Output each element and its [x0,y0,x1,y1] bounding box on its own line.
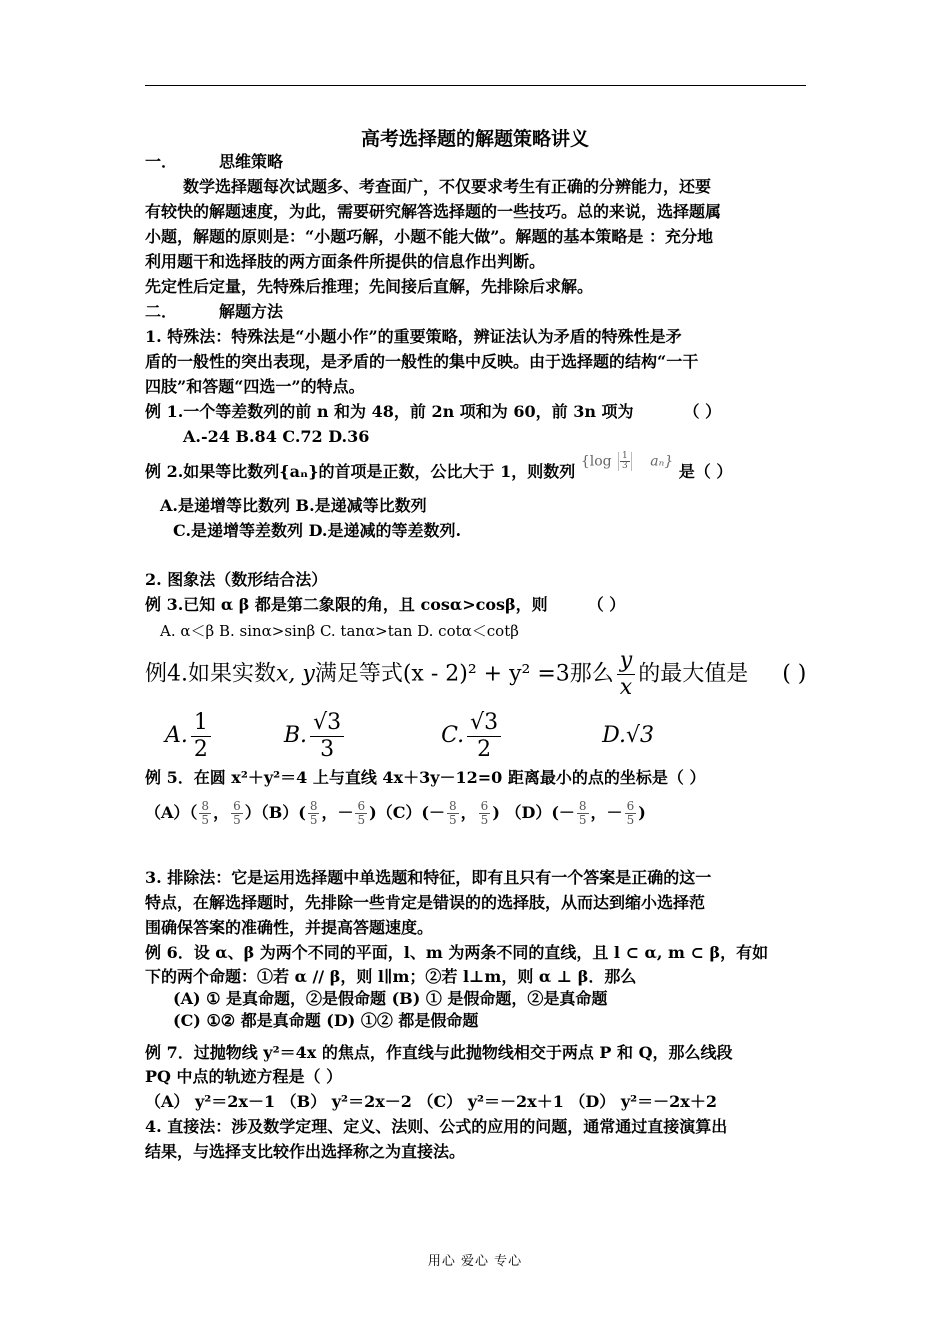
frac-8-5: $\frac{8}{5}$ [578,799,587,827]
method1-line: 盾的一般性的突出表现，是矛盾的一般性的集中反映。由于选择题的结构“一干 [145,352,699,371]
example-6-line: 例 6．设 α、β 为两个不同的平面，l、m 为两条不同的直线，且 l ⊂ α, m ⊂ β，有如 [145,943,769,962]
example-5-question: 例 5．在圆 x²＋y²＝4 上与直线 4x＋3y－12=0 距离最小的点的坐标是（ ） [145,768,706,787]
example-7-line: PQ 中点的轨迹方程是（ ） [145,1067,343,1086]
section-2-heading [145,300,283,324]
frac-8-5: $\frac{8}{5}$ [449,799,457,827]
example-6-options-row-1: (A) ① 是真命题，②是假命题 (B) ① 是假命题，②是真命题 [173,989,608,1008]
page-footer: 用心 爱心 专心 [427,1254,523,1269]
section-1-number: 一． [145,152,178,171]
option-c-fraction: $\frac{√3}{2}$ [467,710,501,763]
example-3-options: A. α＜β B. sinα>sinβ C. tanα>tan D. cotα＜cotβ [160,622,519,640]
example-2-options-row-1: A.是递增等比数列 B.是递减等比数列 [160,496,427,515]
page-title: 高考选择题的解题策略讲义 [360,128,589,150]
example-1-options: A.-24 B.84 C.72 D.36 [183,427,370,446]
method3-line: 3. 排除法：它是运用选择题中单选题和特征，即有且只有一个答案是正确的这一 [145,868,712,887]
option-c-label: C. [441,723,465,748]
example-5-options: （A）（ $\frac{8}{5}$ ， $\frac{6}{5}$ ）（B）( $\frac{8}{5}$ ，－ $\frac{6}{5}$ )（C）(－ $\frac{8}{5}$ ， $\frac{6}{5}$ ) （D）(－ $\frac{8}{5}$ ，－ $\frac{6}{5}$ ) [145,799,646,827]
example-7-options: （A） y²＝2x－1 （B） y²＝2x－2 （C） y²＝－2x＋1 （D） y²＝－2x＋2 [145,1092,717,1111]
section-1-heading [145,150,283,174]
option-b-fraction: $\frac{√3}{3}$ [310,710,344,763]
method4-line: 结果，与选择支比较作出选择称之为直接法。 [145,1142,466,1161]
para1-line: 小题，解题的原则是：“小题巧解，小题不能大做”。解题的基本策略是 ：充分地 [145,227,713,246]
example-4-prefix: 例4.如果实数 [145,661,276,687]
example-4-question: 例4.如果实数x, y满足等式(x - 2)² + y² =3那么 $\frac{y}{x}$ 的最大值是 ( ) [145,648,807,700]
frac-6-5: $\frac{6}{5}$ [480,799,489,827]
example-4-answer-blank: ( ) [782,661,807,687]
frac-6-5: $\frac{6}{5}$ [233,799,241,827]
example-1-question [145,400,721,424]
option-d: D.√3 [602,723,655,748]
section-2-title: 解题方法 [219,302,284,321]
method4-line: 4. 直接法：涉及数学定理、定义、法则、公式的应用的问题，通常通过直接演算出 [145,1117,728,1136]
section-2-number: 二． [145,302,178,321]
example-2-answer-blank: 是（ ） [678,462,733,481]
method1-line: 1. 特殊法：特殊法是“小题小作”的重要策略，辨证法认为矛盾的特殊性是矛 [145,327,682,346]
example-4-options [165,708,654,768]
example-1-answer-blank: （ ） [683,402,722,421]
frac-8-5: $\frac{8}{5}$ [201,799,210,827]
example-6-options-row-2: (C) ①② 都是真命题 (D) ①② 都是假命题 [173,1011,479,1030]
example-1-text: 例 1.一个等差数列的前 n 和为 48，前 2n 项和为 60，前 3n 项为 [145,402,634,421]
example-2-options-row-2: C.是递增等差数列 D.是递减的等差数列. [173,521,462,540]
frac-6-5: $\frac{6}{5}$ [626,799,635,827]
example-2-text: 例 2.如果等比数列{aₙ}的首项是正数，公比大于 1，则数列 [145,462,576,481]
method3-line: 特点，在解选择题时，先排除一些肯定是错误的的选择肢，从而达到缩小选择范 [145,893,706,912]
method1-line: 四肢”和答题“四选一”的特点。 [145,377,365,396]
option-a-label: A. [165,723,188,748]
para1-line: 有较快的解题速度，为此，需要研究解答选择题的一些技巧。总的来说，选择题属 [145,202,722,221]
example-4-equation: (x - 2)² + y² =3 [402,661,570,687]
option-a-fraction: $\frac{1}{2}$ [191,710,211,763]
para1-line: 利用题干和选择肢的两方面条件所提供的信息作出判断。 [145,252,546,271]
example-3-question [145,593,625,617]
log-sequence-formula: {log $\frac{1}{3}$ aₙ} [580,451,674,471]
method2-heading: 2. 图象法（数形结合法） [145,570,328,589]
option-b-label: B. [283,723,308,748]
para1-line: 先定性后定量，先特殊后推理；先间接后直解，先排除后求解。 [145,277,594,296]
log-base-fraction: $\frac{1}{3}$ [618,452,632,471]
method3-line: 围确保答案的准确性，并提高答题速度。 [145,918,434,937]
example-3-text: 例 3.已知 α β 都是第二象限的角，且 cosα>cosβ，则 [145,595,548,614]
frac-8-5: $\frac{8}{5}$ [309,799,318,827]
frac-6-5: $\frac{6}{5}$ [357,799,366,827]
para1-line: 数学选择题每次试题多、考查面广，不仅要求考生有正确的分辨能力，还要 [183,177,712,196]
section-1-title: 思维策略 [219,152,284,171]
example-3-answer-blank: （ ） [587,595,626,614]
example-7-line: 例 7．过抛物线 y²＝4x 的焦点，作直线与此抛物线相交于两点 P 和 Q，那么线段 [145,1043,733,1062]
example-2-question [145,451,733,484]
example-6-line: 下的两个命题：①若 α // β，则 l∥m；②若 l⊥m，则 α ⊥ β．那么 [145,967,637,986]
header-rule [145,85,806,86]
y-over-x-fraction: $\frac{y}{x}$ [617,648,635,701]
